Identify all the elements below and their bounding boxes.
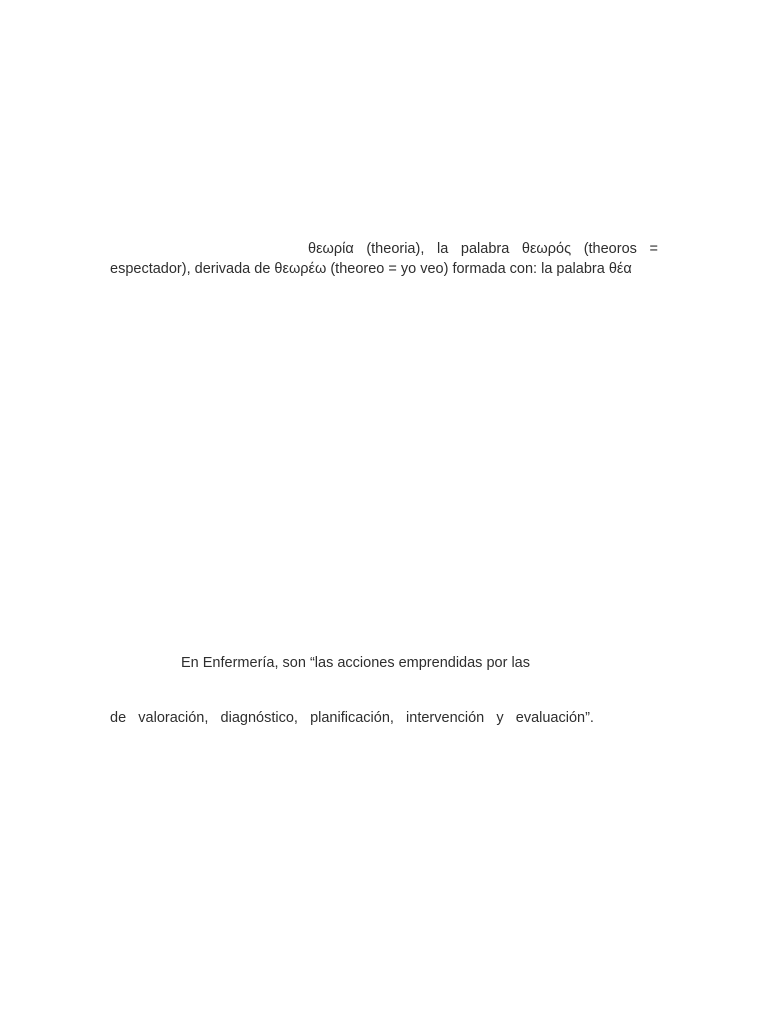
word: (theoria),	[366, 241, 425, 257]
word: diagnóstico,	[220, 710, 298, 726]
word: planificación,	[310, 710, 394, 726]
paragraph1-line1	[308, 240, 658, 258]
paragraph2-line1: En Enfermería, son “las acciones emprendidas por las	[181, 655, 530, 671]
word: =	[649, 241, 658, 257]
paragraph2-line2	[110, 709, 594, 727]
word: θεωρία	[308, 241, 354, 257]
word: la	[436, 241, 449, 257]
word: θεωρός	[521, 241, 572, 257]
word: palabra	[460, 241, 510, 257]
word: (theoros	[583, 241, 637, 257]
word: de	[110, 710, 127, 726]
paragraph1-line2: espectador), derivada de θεωρέω (theoreo = yo veo) formada con: la palabra θέα	[110, 261, 632, 277]
word: intervención	[406, 710, 485, 726]
word: evaluación”.	[515, 710, 594, 726]
word: y	[496, 710, 504, 726]
word: valoración,	[138, 710, 209, 726]
